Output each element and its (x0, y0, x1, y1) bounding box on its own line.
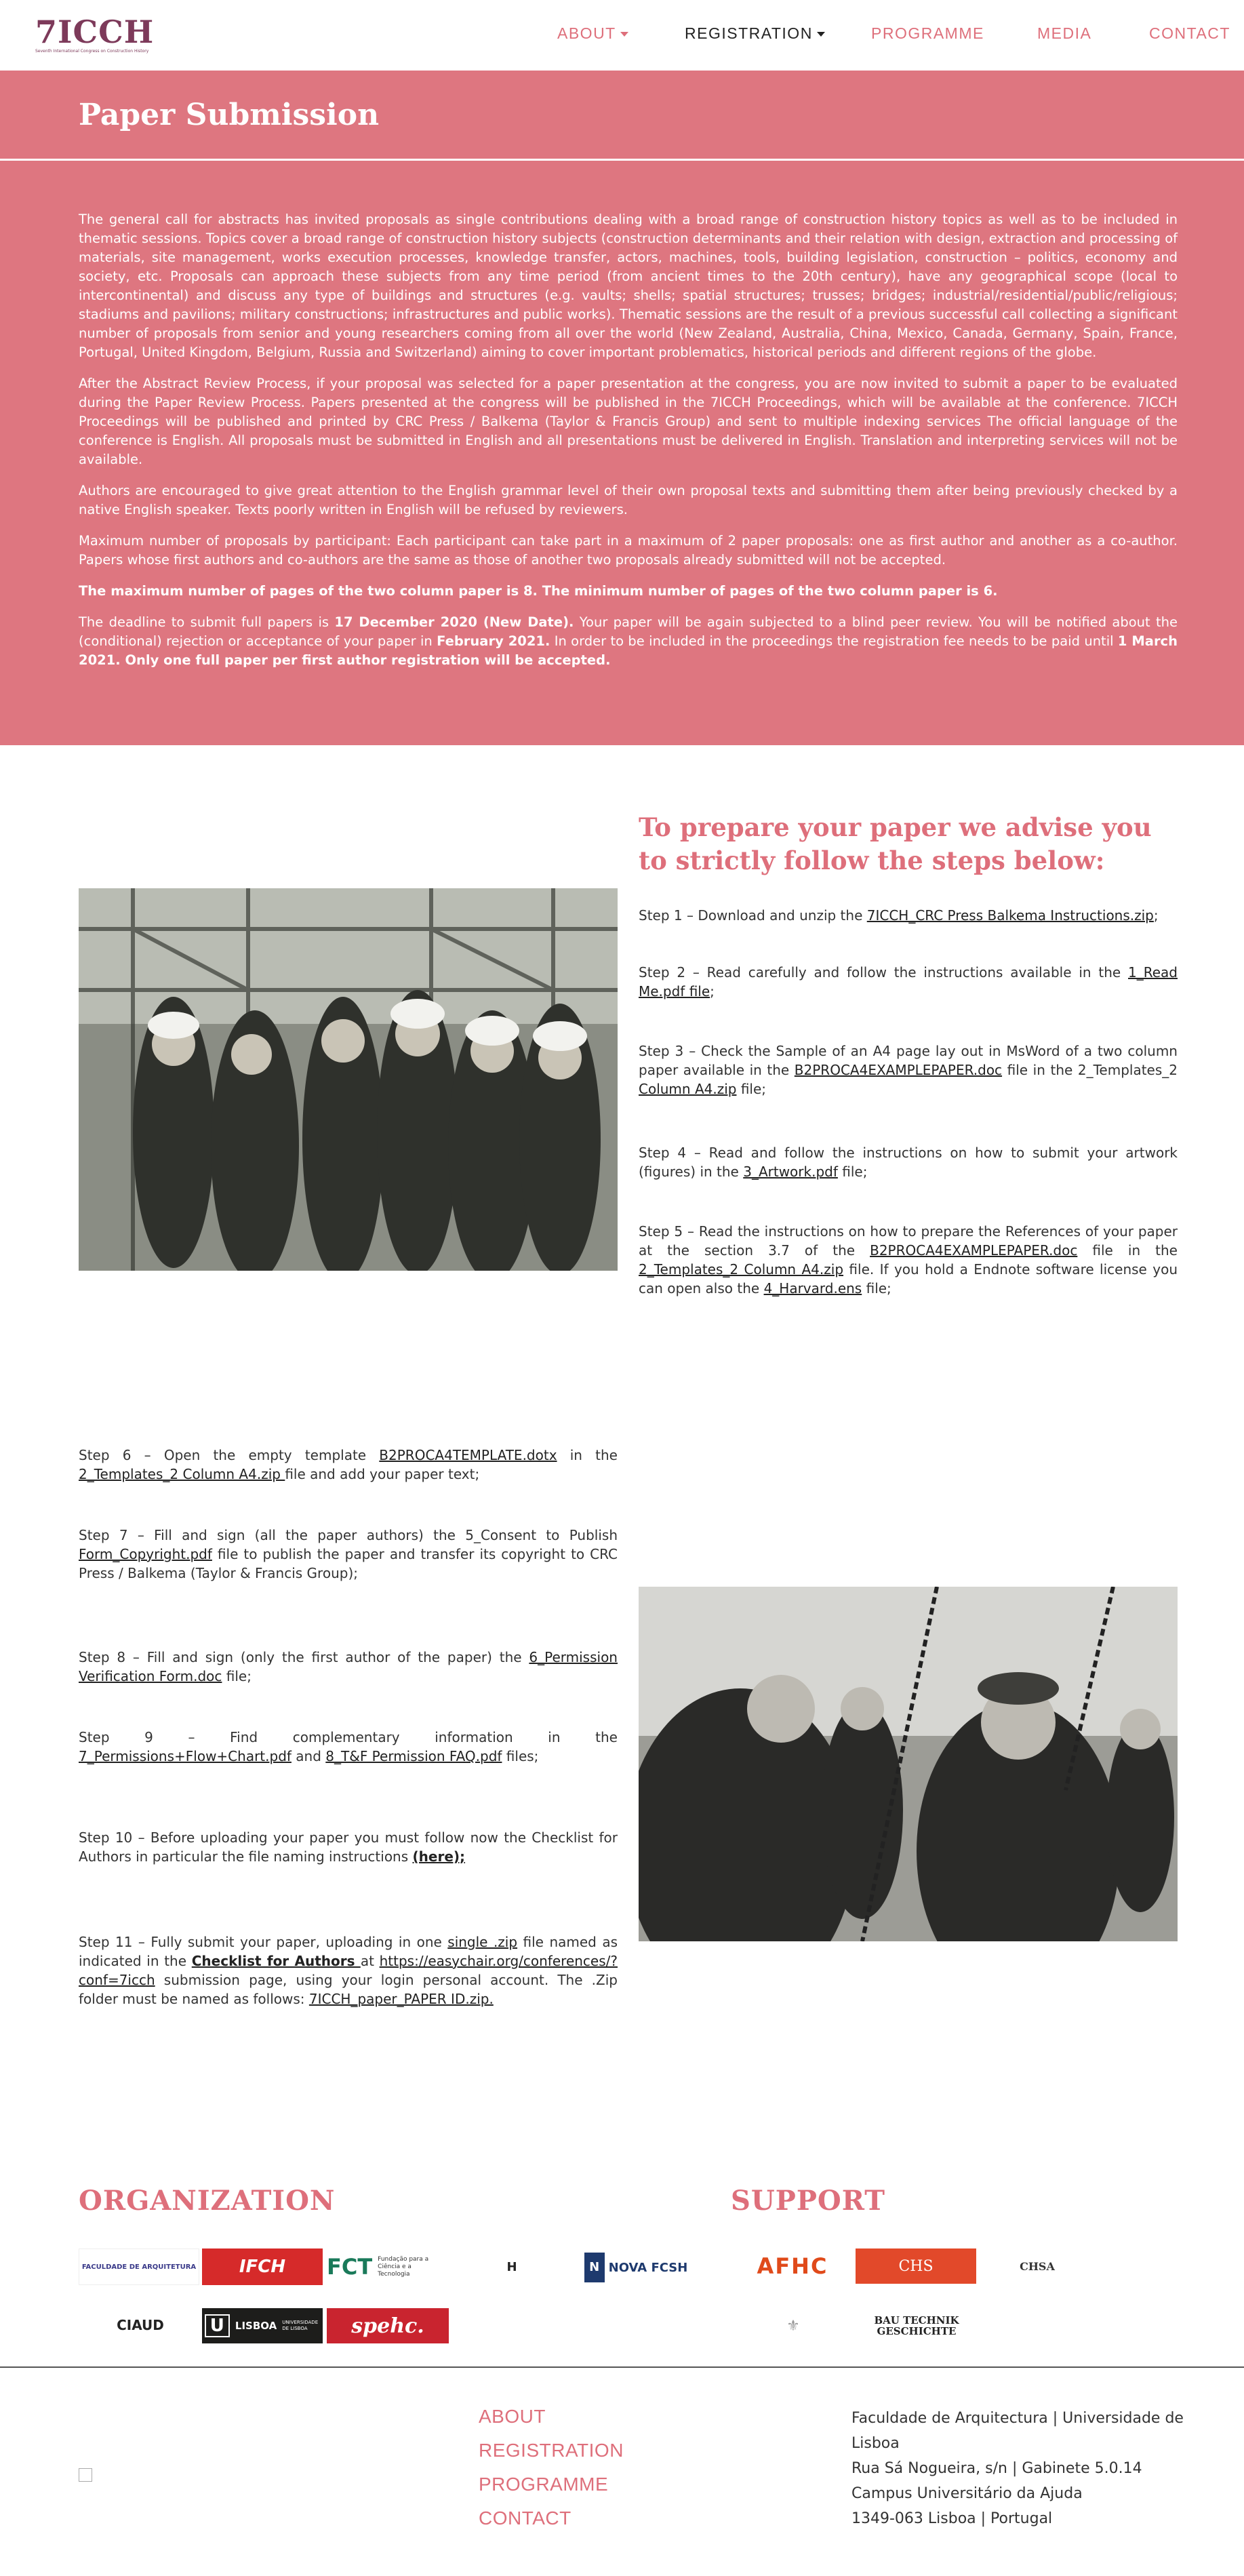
nav-media[interactable]: MEDIA (1037, 24, 1092, 42)
address-line: Faculdade de Arquitectura | Universidade de Lisboa (851, 2410, 1184, 2452)
footer-address (851, 2406, 1204, 2531)
permission-form-link[interactable]: 6_Permission Verification Form.doc (79, 1649, 618, 1684)
steps-title: To prepare your paper we advise you to strictly follow the steps below: (639, 812, 1152, 875)
step-8: Step 8 – Fill and sign (only the first author of the paper) the 6_Permission Verification Form.doc file; (79, 1649, 618, 1684)
templates-zip-link[interactable]: 2_Templates_2 Column A4.zip (639, 1261, 844, 1277)
page-title: Paper Submission (79, 98, 380, 132)
harvard-ens-link[interactable]: 4_Harvard.ens (763, 1280, 862, 1296)
english-paragraph: Authors are encouraged to give great attention to the English grammar level of their own proposal texts and submitting them after being previously checked by a native English speaker. Texts poorly written in English will be refused by reviewers. (79, 483, 1178, 517)
templates-zip-link[interactable]: 2_Templates_2 Column A4.zip (79, 1466, 285, 1482)
permission-faq-link[interactable]: 8_T&F Permission FAQ.pdf (325, 1748, 502, 1764)
page-limit-paragraph: The maximum number of pages of the two column paper is 8. The minimum number of pages of the two column paper is 6. (79, 583, 998, 599)
step-4: Step 4 – Read and follow the instructions on how to submit your artwork (figures) in the 3_Artwork.pdf file; (639, 1145, 1178, 1180)
footer-link-contact[interactable]: CONTACT (479, 2508, 571, 2529)
instructions-zip-link[interactable]: 7ICCH_CRC Press Balkema Instructions.zip (866, 907, 1154, 924)
step-5: Step 5 – Read the instructions on how to prepare the References of your paper at the section 3.7 of the B2PROCA4EXAMPLEPAPER.doc file in the 2_Templates_2 Column A4.zip file. If you hold a Endnote software license you can open also the 4_Harvard.ens file; (639, 1223, 1178, 1296)
example-paper-link[interactable]: B2PROCA4EXAMPLEPAPER.doc (870, 1242, 1078, 1259)
ulisboa-logo[interactable]: U LISBOA UNIVERSIDADE DE LISBOA (202, 2308, 323, 2343)
example-paper-link[interactable]: B2PROCA4EXAMPLEPAPER.doc (794, 1062, 1003, 1078)
chevron-down-icon (620, 32, 628, 37)
copyright-form-link[interactable]: Form_Copyright.pdf (79, 1546, 212, 1562)
nav-registration[interactable]: REGISTRATION (685, 24, 825, 43)
step-11: Step 11 – Fully submit your paper, uploading in one single .zip file named as indicated in the Checklist for Authors at https://easychair.org/conferences/?conf=7icch submission page, using your login personal account. The .Zip folder must be named as follows: 7ICCH_paper_PAPER ID.zip. (79, 1934, 618, 2007)
faculdade-arquitetura-logo[interactable]: FACULDADE DE ARQUITETURA (79, 2248, 199, 2285)
footer-link-about[interactable]: ABOUT (479, 2406, 546, 2427)
logo-text: 7ICCH (35, 14, 155, 50)
ifch-logo[interactable]: IFCH (202, 2248, 323, 2285)
support-title: SUPPORT (731, 2185, 886, 2217)
single-zip-link[interactable]: single .zip (447, 1934, 518, 1950)
zip-name-example[interactable]: 7ICCH_paper_PAPER ID.zip. (308, 1991, 494, 2007)
deadline-paragraph: The deadline to submit full papers is 17 December 2020 (New Date). Your paper will be again subjected to a blind peer review. You will be notified about the (conditional) rejection or acceptance of your paper in February 2021. In order to be included in the proceedings the registration fee needs to be paid until 1 March 2021. Only one full paper per first author registration will be accepted. (79, 614, 1178, 668)
top-nav (0, 0, 1244, 71)
easychair-link[interactable]: https://easychair.org/conferences/?conf=7icch (79, 1953, 618, 1988)
chsa-logo[interactable]: CHSA (1010, 2248, 1064, 2284)
footer-divider (0, 2366, 1244, 2368)
step-1: Step 1 – Download and unzip the 7ICCH_CRC Press Balkema Instructions.zip; (639, 907, 1159, 924)
footer-link-registration[interactable]: REGISTRATION (479, 2440, 624, 2461)
artwork-pdf-link[interactable]: 3_Artwork.pdf (743, 1164, 838, 1180)
nav-programme[interactable]: PROGRAMME (871, 24, 984, 42)
small-emblem-logo[interactable]: H (498, 2248, 525, 2285)
logo-subtitle: Seventh International Congress on Construction History (35, 49, 149, 54)
address-line: Rua Sá Nogueira, s/n | Gabinete 5.0.14 (851, 2460, 1142, 2477)
hero-section (0, 71, 1244, 745)
templates-zip-link[interactable]: Column A4.zip (639, 1081, 737, 1097)
ciaud-logo[interactable]: CIAUD (103, 2307, 178, 2343)
footer-link-programme[interactable]: PROGRAMME (479, 2474, 609, 2495)
nav-about[interactable]: ABOUT (557, 24, 628, 43)
site-logo[interactable] (35, 14, 155, 54)
nova-fcsh-logo[interactable]: N NOVA FCSH (576, 2250, 696, 2285)
readme-pdf-link[interactable]: 1_Read Me.pdf file (639, 964, 1178, 999)
workers-chains-photo (639, 1587, 1178, 1941)
template-dotx-link[interactable]: B2PROCA4TEMPLATE.dotx (379, 1447, 557, 1463)
step-2: Step 2 – Read carefully and follow the instructions available in the 1_Read Me.pdf file; (639, 964, 1178, 999)
naming-instructions-link[interactable]: (here); (412, 1848, 466, 1865)
bautechnik-logo[interactable]: BAU TECHNIK GESCHICHTE (856, 2308, 978, 2343)
organization-title: ORGANIZATION (79, 2185, 336, 2217)
chevron-down-icon (817, 32, 825, 37)
review-paragraph: After the Abstract Review Process, if your proposal was selected for a paper presentation at the congress, you are now invited to submit a paper to be evaluated during the Paper Review Process. Papers presented at the congress will be published in the 7ICCH Proceedings, which will be available at the conference. 7ICCH Proceedings will be published and printed by CRC Press / Balkema (Taylor & Francis Group) and sent to multiple indexing services The official language of the conference is English. All proposals must be submitted in English and all presentations must be delivered in English. Translation and interpreting services will not be available. (79, 376, 1178, 467)
step-10: Step 10 – Before uploading your paper you must follow now the Checklist for Authors in particular the file naming instructions (here); (79, 1829, 618, 1865)
intro-paragraph: The general call for abstracts has invited proposals as single contributions dealing with a broad range of construction history topics as well as to be included in thematic sessions. Topics cover a broad range of construction history subjects (construction determinants and their relation with design, extraction and processing of materials, site management, works execution processes, knowledge transfer, actors, machines, tools, building legislation, construction – politics, economy and society, etc. Proposals can approach these subjects from any time period (from ancient times to the 20th century), have any geographical scope (local to intercontinental) and discuss any type of buildings and structures (e.g. vaults; shells; spatial structures; trusses; bridges; industrial/residential/public/religious; stadiums and pavilions; military constructions; infrastructures and public works). Thematic sessions are the result of a previous successful call collecting a significant number of proposals from senior and young researchers coming from all over the world (New Zealand, Australia, China, Mexico, Canada, Germany, Spain, France, Portugal, United Kingdom, Belgium, Russia and Switzerland) aiming to cover important problematics, historical periods and different regions of the globe. (79, 212, 1178, 360)
checklist-link[interactable]: Checklist for Authors (191, 1953, 361, 1969)
fct-logo[interactable]: FCT Fundação para a Ciência e a Tecnologia (327, 2248, 449, 2285)
step-7: Step 7 – Fill and sign (all the paper authors) the 5_Consent to Publish Form_Copyright.pdf file to publish the paper and transfer its copyright to CRC Press / Balkema (Taylor & Francis Group); (79, 1527, 618, 1581)
afhc-logo[interactable]: AFHC (732, 2248, 853, 2284)
hero-body (79, 210, 1178, 682)
workers-helmets-photo (79, 888, 618, 1271)
hero-divider (0, 159, 1244, 161)
footer-logo-image (79, 2468, 92, 2482)
step-9: Step 9 – Find complementary information in the 7_Permissions+Flow+Chart.pdf and 8_T&F Permission FAQ.pdf files; (79, 1729, 618, 1764)
address-line: 1349-063 Lisboa | Portugal (851, 2510, 1053, 2527)
permissions-chart-link[interactable]: 7_Permissions+Flow+Chart.pdf (79, 1748, 292, 1764)
nav-contact[interactable]: CONTACT (1149, 24, 1230, 42)
max-proposals-paragraph: Maximum number of proposals by participant: Each participant can take part in a maximum of 2 paper proposals: one as first author and another as a co-author. Papers whose first authors and co-authors are the same as those of another two proposals already submitted will not be accepted. (79, 533, 1178, 568)
step-6: Step 6 – Open the empty template B2PROCA4TEMPLATE.dotx in the 2_Templates_2 Column A4.zip file and add your paper text; (79, 1447, 618, 1482)
spehc-logo[interactable]: spehc. (327, 2308, 449, 2343)
address-line: Campus Universitário da Ajuda (851, 2485, 1083, 2502)
chs-logo[interactable]: CHS (856, 2248, 976, 2284)
small-crest-logo[interactable]: ⚜ (780, 2308, 807, 2343)
step-3: Step 3 – Check the Sample of an A4 page lay out in MsWord of a two column paper available in the B2PROCA4EXAMPLEPAPER.doc file in the 2_Templates_2 Column A4.zip file; (639, 1043, 1178, 1097)
